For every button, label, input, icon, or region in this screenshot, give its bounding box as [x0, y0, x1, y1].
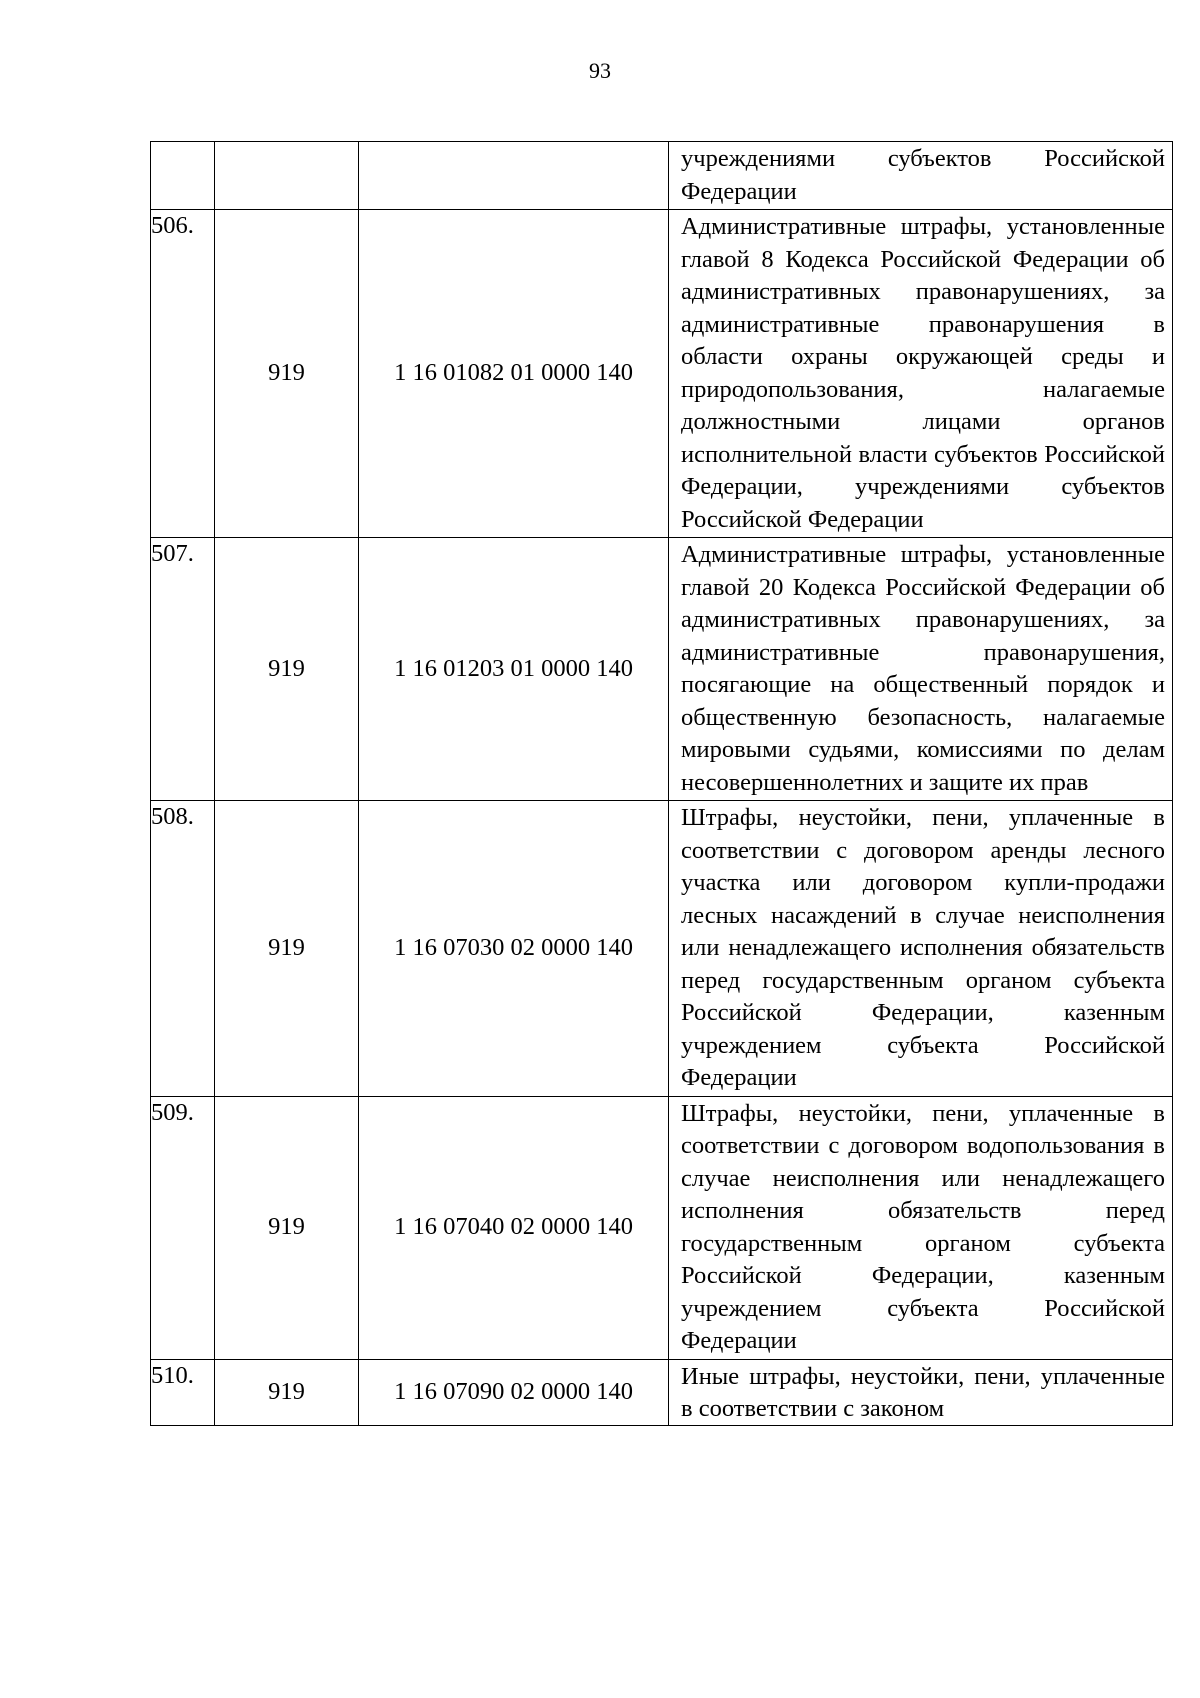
row-number: 506. — [151, 210, 215, 538]
bk-code: 1 16 01203 01 0000 140 — [359, 538, 669, 801]
admin-code: 919 — [215, 210, 359, 538]
table-row — [151, 210, 1173, 538]
row-number-cell — [151, 142, 215, 210]
admin-code: 919 — [215, 1359, 359, 1425]
admin-code: 919 — [215, 1096, 359, 1359]
row-number: 508. — [151, 801, 215, 1097]
description: Административные штрафы, установленные главой 20 Кодекса Российской Федерации об административных правонарушениях, за административные правонарушения, посягающие на общественный порядок и общественную безопасность, налагаемые мировыми судьями, комиссиями по делам несовершеннолетних и защите их прав — [669, 538, 1173, 801]
row-number: 510. — [151, 1359, 215, 1425]
bk-code: 1 16 07040 02 0000 140 — [359, 1096, 669, 1359]
description: Штрафы, неустойки, пени, уплаченные в соответствии с договором водопользования в случае неисполнения или ненадлежащего исполнения обязательств перед государственным органом субъекта Российской Федерации, казенным учреждением субъекта Российской Федерации — [669, 1096, 1173, 1359]
bk-code: 1 16 07030 02 0000 140 — [359, 801, 669, 1097]
admin-code-cell — [215, 142, 359, 210]
description-cell: учреждениями субъектов Российской Федерации — [669, 142, 1173, 210]
table-row — [151, 801, 1173, 1097]
row-number: 507. — [151, 538, 215, 801]
table-row — [151, 1096, 1173, 1359]
bk-code: 1 16 07090 02 0000 140 — [359, 1359, 669, 1425]
description: Штрафы, неустойки, пени, уплаченные в соответствии с договором аренды лесного участка или договором купли-продажи лесных насаждений в случае неисполнения или ненадлежащего исполнения обязательств перед государственным органом субъекта Российской Федерации, казенным учреждением субъекта Российской Федерации — [669, 801, 1173, 1097]
revenue-codes-table — [150, 141, 1173, 1426]
table-row — [151, 538, 1173, 801]
description: Иные штрафы, неустойки, пени, уплаченные в соответствии с законом — [681, 1362, 1165, 1422]
description: Административные штрафы, установленные главой 8 Кодекса Российской Федерации об административных правонарушениях, за административные правонарушения в области охраны окружающей среды и природопользования, налагаемые должностными лицами органов исполнительной власти субъектов Российской Федерации, учреждениями субъектов Российской Федерации — [669, 210, 1173, 538]
table-row-continuation — [151, 142, 1173, 210]
row-number: 509. — [151, 1096, 215, 1359]
table-row — [151, 1359, 1173, 1425]
bk-code: 1 16 01082 01 0000 140 — [359, 210, 669, 538]
page-number: 93 — [589, 58, 611, 83]
admin-code: 919 — [215, 538, 359, 801]
admin-code: 919 — [215, 801, 359, 1097]
description-cell — [669, 1359, 1173, 1425]
bk-code-cell — [359, 142, 669, 210]
